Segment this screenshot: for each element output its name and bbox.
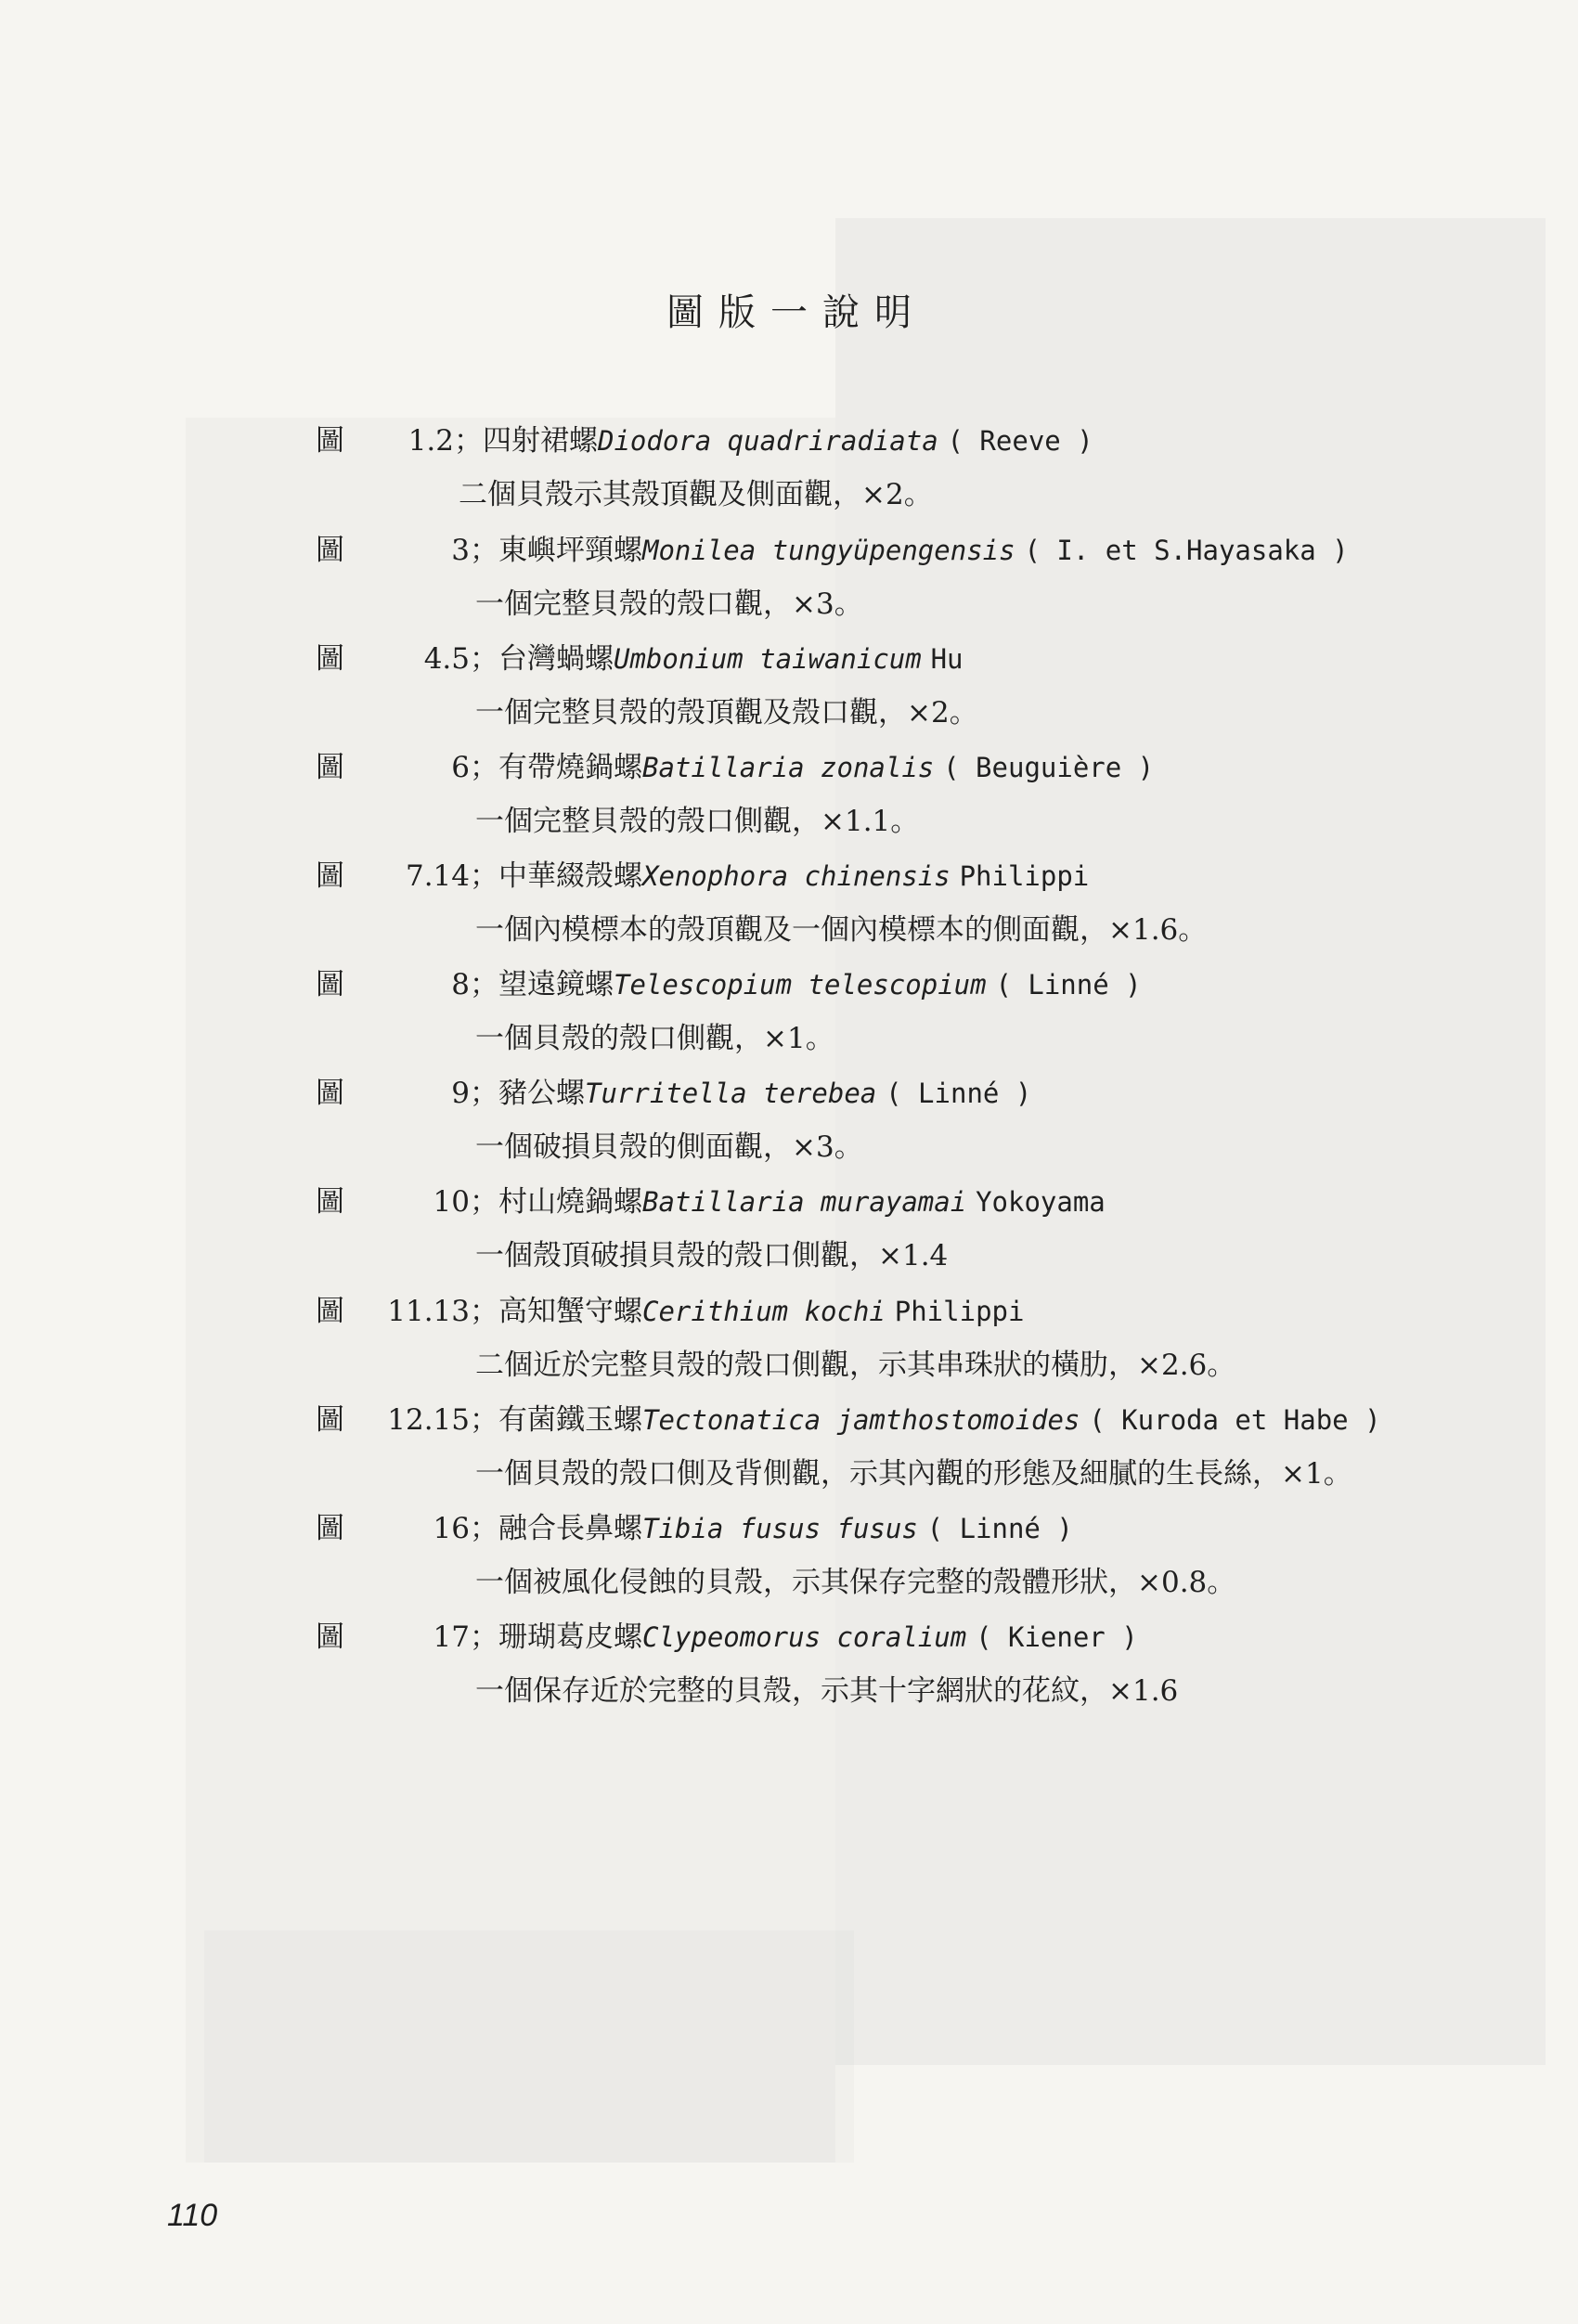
chinese-name: 融合長鼻螺 [498, 1512, 642, 1545]
caption-description: 一個殼頂破損貝殼的殼口側觀，×1.4 [475, 1239, 949, 1272]
chinese-name: 豬公螺 [498, 1077, 585, 1110]
separator: ； [470, 968, 498, 1001]
separator: ； [470, 1620, 498, 1654]
chinese-name: 四射裙螺 [483, 424, 598, 458]
chinese-name: 望遠鏡螺 [498, 968, 614, 1001]
caption-description: 一個完整貝殼的殼頂觀及殼口觀，×2。 [475, 696, 978, 729]
figure-number: 8 [451, 968, 470, 1001]
plate-caption-entry [0, 422, 1578, 534]
plate-caption-entry [0, 1075, 1578, 1186]
figure-label: 圖 [316, 1185, 344, 1219]
figure-label: 圖 [316, 642, 344, 676]
figure-number: 17 [433, 1620, 470, 1654]
caption-description: 一個保存近於完整的貝殼，示其十字網狀的花紋，×1.6 [475, 1674, 1179, 1708]
page-number: 110 [167, 2198, 218, 2233]
caption-heading [316, 1075, 1031, 1112]
figure-label: 圖 [316, 859, 344, 893]
separator: ； [470, 1512, 498, 1545]
caption-description: 一個完整貝殼的殼口側觀，×1.1。 [475, 805, 920, 838]
separator: ； [470, 1185, 498, 1219]
chinese-name: 台灣蝸螺 [498, 642, 614, 676]
figure-label: 圖 [316, 534, 344, 567]
caption-heading [316, 749, 1154, 786]
scientific-name: Tibia fusus fusus [642, 1513, 918, 1544]
chinese-name: 有帶燒鍋螺 [498, 751, 642, 784]
figure-label: 圖 [316, 1620, 344, 1654]
caption-description: 二個近於完整貝殼的殼口側觀，示其串珠狀的橫肋，×2.6。 [475, 1349, 1236, 1382]
species-author: Philippi [894, 1296, 1025, 1327]
separator: ； [470, 859, 498, 893]
caption-heading [316, 1293, 1024, 1330]
figure-label: 圖 [316, 751, 344, 784]
plate-caption-entry [0, 749, 1578, 860]
figure-number: 10 [433, 1185, 470, 1219]
scientific-name: Xenophora chinensis [642, 860, 951, 892]
chinese-name: 有菌鐵玉螺 [498, 1403, 642, 1437]
species-author: ( I. et S.Hayasaka ) [1024, 535, 1349, 566]
bleed-through-shade [204, 1930, 854, 2163]
figure-number: 1.2 [407, 424, 454, 458]
scientific-name: Cerithium kochi [642, 1296, 886, 1327]
scientific-name: Batillaria zonalis [642, 752, 935, 783]
figure-label: 圖 [316, 1077, 344, 1110]
chinese-name: 珊瑚葛皮螺 [498, 1620, 642, 1654]
scientific-name: Diodora quadriradiata [598, 425, 938, 457]
caption-description: 一個完整貝殼的殼口觀，×3。 [475, 587, 863, 621]
scientific-name: Turritella terebea [585, 1078, 877, 1109]
page-title: 圖版一說明 [666, 291, 926, 334]
species-author: ( Linné ) [995, 969, 1142, 1001]
plate-caption-entry [0, 966, 1578, 1078]
plate-caption-entry [0, 532, 1578, 643]
chinese-name: 村山燒鍋螺 [498, 1185, 642, 1219]
separator: ； [470, 1295, 498, 1328]
caption-description: 一個貝殼的殼口側及背側觀，示其內觀的形態及細膩的生長絲，×1。 [475, 1457, 1352, 1491]
scientific-name: Tectonatica jamthostomoides [642, 1404, 1080, 1436]
figure-number: 7.14 [405, 859, 470, 893]
caption-heading [316, 640, 964, 678]
scientific-name: Monilea tungyüpengensis [642, 535, 1015, 566]
figure-label: 圖 [316, 968, 344, 1001]
separator: ； [470, 751, 498, 784]
plate-caption-entry [0, 1619, 1578, 1730]
scientific-name: Batillaria murayamai [642, 1186, 967, 1218]
plate-caption-entry [0, 640, 1578, 752]
species-author: Yokoyama [976, 1186, 1106, 1218]
scientific-name: Clypeomorus coralium [642, 1621, 967, 1653]
plate-caption-entry [0, 1401, 1578, 1513]
separator: ； [470, 642, 498, 676]
plate-caption-entry [0, 1293, 1578, 1404]
caption-heading [316, 532, 1349, 569]
caption-description: 一個被風化侵蝕的貝殼，示其保存完整的殼體形狀，×0.8。 [475, 1566, 1236, 1599]
chinese-name: 中華綴殼螺 [498, 859, 642, 893]
scientific-name: Umbonium taiwanicum [614, 643, 922, 675]
figure-number: 16 [433, 1512, 470, 1545]
figure-number: 9 [451, 1077, 470, 1110]
caption-heading [316, 966, 1142, 1003]
separator: ； [470, 534, 498, 567]
caption-description: 二個貝殼示其殼頂觀及側面觀，×2。 [459, 478, 933, 511]
figure-label: 圖 [316, 424, 344, 458]
species-author: ( Kuroda et Habe ) [1089, 1404, 1381, 1436]
species-author: ( Kiener ) [976, 1621, 1138, 1653]
figure-label: 圖 [316, 1295, 344, 1328]
species-author: ( Linné ) [926, 1513, 1073, 1544]
figure-number: 3 [451, 534, 470, 567]
plate-caption-entry [0, 1183, 1578, 1295]
figure-label: 圖 [316, 1403, 344, 1437]
figure-number: 6 [451, 751, 470, 784]
figure-label: 圖 [316, 1512, 344, 1545]
caption-description: 一個內模標本的殼頂觀及一個內模標本的側面觀，×1.6。 [475, 913, 1208, 947]
separator: ； [470, 1403, 498, 1437]
separator: ； [454, 424, 483, 458]
caption-heading [316, 1510, 1073, 1547]
plate-caption-entry [0, 1510, 1578, 1621]
figure-number: 4.5 [423, 642, 470, 676]
caption-heading [316, 858, 1089, 895]
chinese-name: 高知蟹守螺 [498, 1295, 642, 1328]
species-author: Hu [930, 643, 964, 675]
caption-heading [316, 1619, 1138, 1656]
separator: ； [470, 1077, 498, 1110]
caption-heading [316, 1183, 1106, 1220]
caption-description: 一個破損貝殼的側面觀，×3。 [475, 1130, 863, 1164]
caption-heading [316, 422, 1093, 459]
figure-number: 11.13 [387, 1295, 470, 1328]
caption-description: 一個貝殼的殼口側觀，×1。 [475, 1022, 834, 1055]
chinese-name: 東嶼坪頸螺 [498, 534, 642, 567]
species-author: ( Reeve ) [947, 425, 1093, 457]
figure-number: 12.15 [387, 1403, 470, 1437]
scientific-name: Telescopium telescopium [614, 969, 987, 1001]
caption-heading [316, 1401, 1381, 1439]
species-author: ( Linné ) [886, 1078, 1032, 1109]
species-author: ( Beuguière ) [943, 752, 1155, 783]
plate-caption-entry [0, 858, 1578, 969]
species-author: Philippi [959, 860, 1090, 892]
